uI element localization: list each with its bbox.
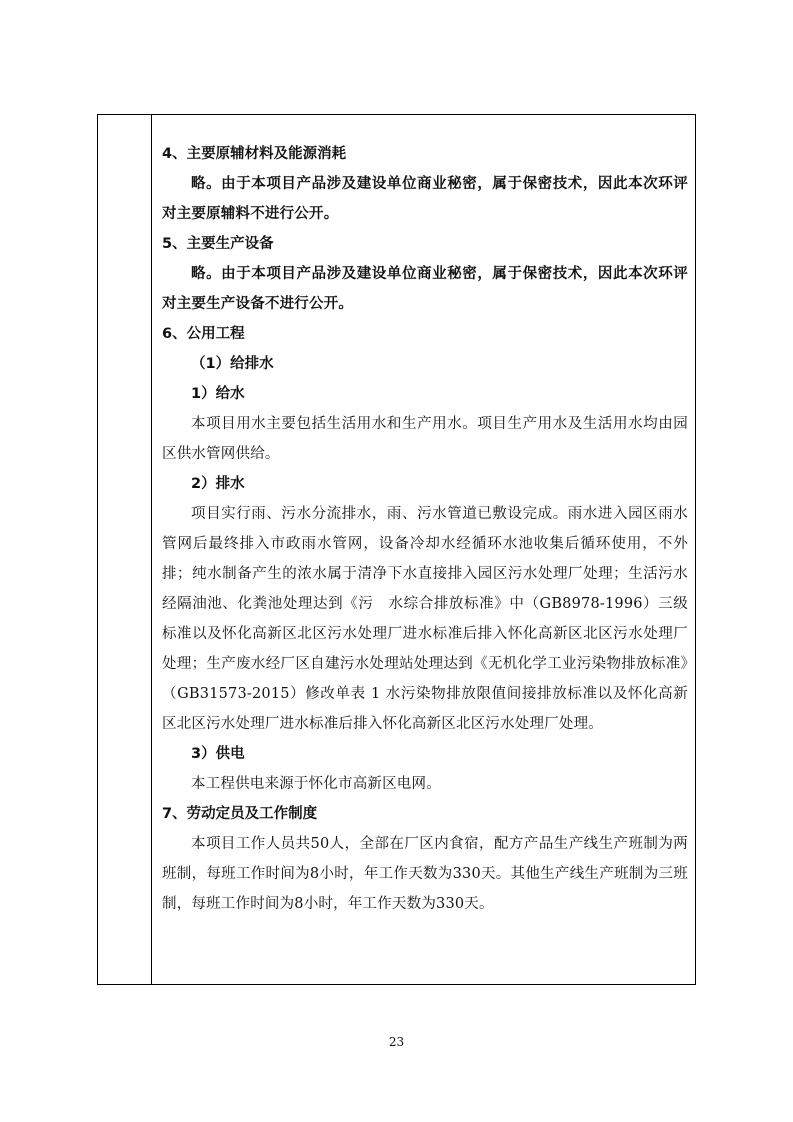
subheading-water: （1）给排水 — [191, 356, 274, 372]
heading-staffing: 7、劳动定员及工作制度 — [162, 806, 318, 822]
subheading-power: 3）供电 — [191, 746, 245, 762]
para-power: 本工程供电来源于怀化市高新区电网。 — [191, 776, 441, 792]
para-equipment: 略。由于本项目产品涉及建设单位商业秘密，属于保密技术，因此本次环评对主要生产设备不进行公开。 — [162, 266, 688, 312]
heading-utilities: 6、公用工程 — [162, 326, 245, 342]
page-number: 23 — [388, 1035, 405, 1049]
subheading-drainage: 2）排水 — [191, 476, 245, 492]
heading-raw-materials: 4、主要原辅材料及能源消耗 — [162, 146, 347, 162]
heading-equipment: 5、主要生产设备 — [162, 236, 274, 252]
table-frame — [97, 114, 696, 985]
para-water-supply: 本项目用水主要包括生活用水和生产用水。项目生产用水及生活用水均由园区供水管网供给。 — [162, 416, 688, 462]
content-area — [162, 139, 688, 919]
left-column — [98, 115, 152, 984]
para-drainage: 项目实行雨、污水分流排水，雨、污水管道已敷设完成。雨水进入园区雨水管网后最终排入市政雨水管网，设备冷却水经循环水池收集后循环使用，不外排；纯水制备产生的浓水属于清净下水直接排入园区污水处理厂处理；生活污水经隔油池、化粪池处理达到《污 水综合排放标准》中（GB8978-1996）三级标准以及怀化高新区北区污水处理厂进水标准后排入怀化高新区北区污水处理厂处理；生产废水经厂区自建污水处理站处理达到《无机化学工业污染物排放标准》（GB31573-2015）修改单表 1 水污染物排放限值间接排放标准以及怀化高新区北区污水处理厂进水标准后排入怀化高新区北区污水处理厂处理。 — [162, 506, 688, 732]
para-raw-materials: 略。由于本项目产品涉及建设单位商业秘密，属于保密技术，因此本次环评对主要原辅料不进行公开。 — [162, 176, 688, 222]
para-staffing: 本项目工作人员共50人，全部在厂区内食宿，配方产品生产线生产班制为两班制，每班工作时间为8小时，年工作天数为330天。其他生产线生产班制为三班制，每班工作时间为8小时，年工作天数为330天。 — [162, 836, 688, 912]
subheading-water-supply: 1）给水 — [191, 386, 245, 402]
